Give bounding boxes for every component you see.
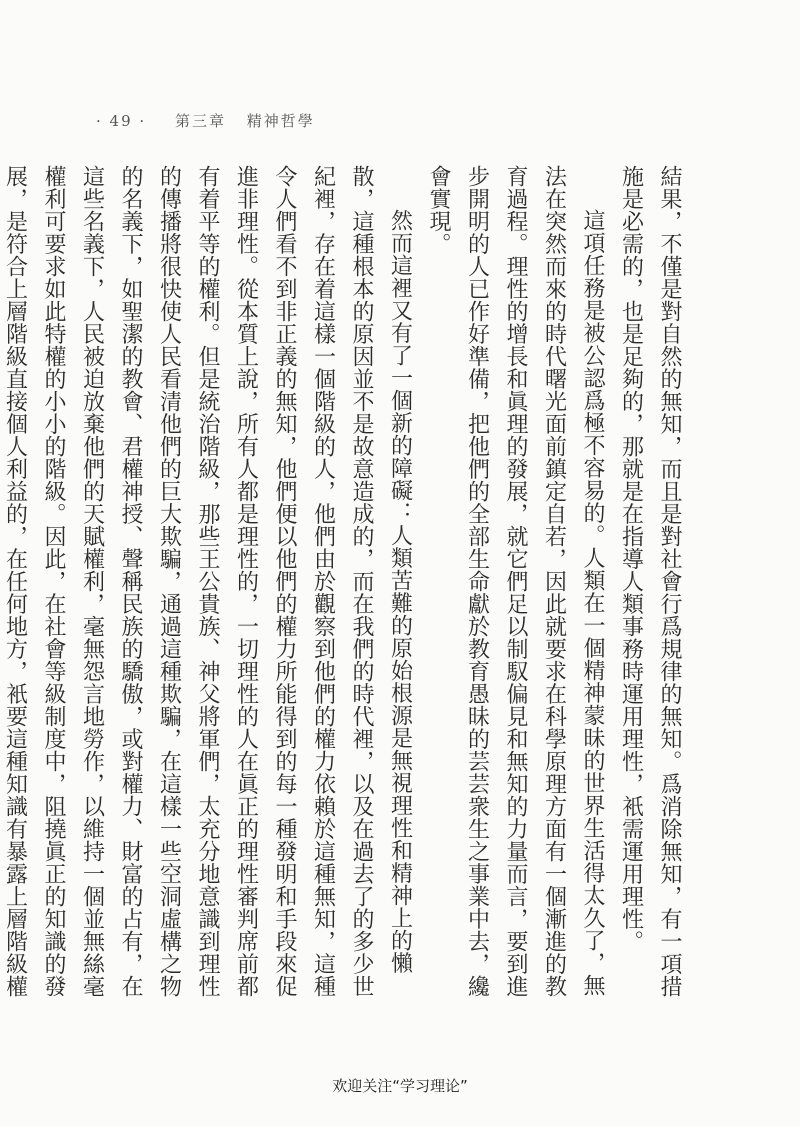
running-header — [96, 110, 315, 131]
chapter-label: 第三章 — [174, 112, 226, 130]
chapter-title: 精神哲學 — [246, 112, 315, 130]
vertical-body-text — [2, 165, 688, 1015]
paragraph: 然而這裡又有了一個新的障礙：人類苦難的原始根源是無視理性和精神上的懶散，這種根本的原因並不是故意造成的，而在我們的時代裡，以及在過去了的多少世紀裡，存在着這樣一個階級的人，他們由於觀察到他們的權力依賴於這種無知，這種令人們看不到非正義的無知，他們便以他們的權力所能得到的每一種發明和手段來促進非理性。從本質上說，所有人都是理性的，一切理性的人在眞正的理性審判席前都有着平等的權利。但是統治階級，那些王公貴族、神父將軍們，太充分地意識到理性的傳播將很快使人民看清他們的巨大欺騙，通過這種欺騙，在這樣一些空洞虛構之物的名義下，如聖潔的教會、君權神授、聲稱民族的驕傲，或對權力、財富的占有，在這些名義下，人民被迫放棄他們的天賦權利，毫無怨言地勞作，以維持一個並無絲毫權利可要求如此特權的小小的階級。因此，在社會等級制度中，阻撓眞正的知識的發展，是符合上層階級直接個人利益的，在任何地方，衹要這種知識有暴露上層階級權 — [2, 165, 413, 998]
footer-watermark: 欢迎关注“学习理论” — [332, 1077, 468, 1095]
paragraph: 這項任務是被公認爲極不容易的。人類在一個精神蒙昧的世界生活得太久了，無法在突然而來的時代曙光面前鎮定自若，因此就要求在科學原理方面有一個漸進的教育過程。理性的增長和眞理的發展，就它們足以制馭偏見和無知的力量而言，要到進步開明的人已作好準備，把他們的全部生命獻於教育愚昧的芸芸衆生之事業中去，纔會實現。 — [426, 165, 605, 998]
page-number: · 49 · — [96, 112, 147, 130]
paragraph: 結果，不僅是對自然的無知，而且是對社會行爲規律的無知。爲消除無知，有一項措施是必需的，也是足夠的，那就是在指導人類事務時運用理性，衹需運用理性。 — [618, 165, 682, 998]
